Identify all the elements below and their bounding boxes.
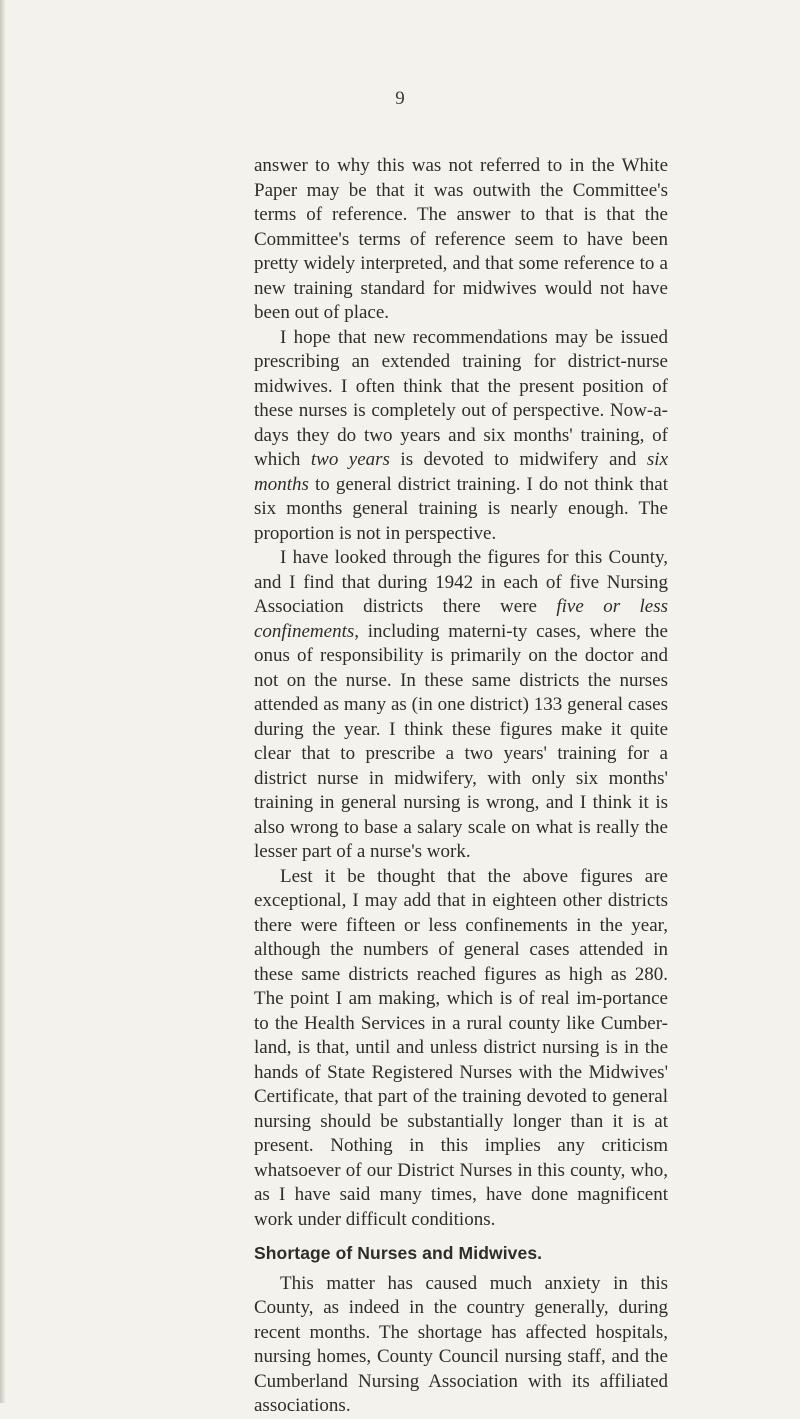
section-heading-shortage: Shortage of Nurses and Midwives. <box>254 1243 543 1263</box>
paragraph-text: I hope that new recommendations may be issued prescribing an extended training for district-nurse midwives. I often think that the present position of these nurses is completely out of perspective. Now-a-days they do two years and six months' training, of which <box>254 326 668 470</box>
emphasis-six-months: six months <box>254 449 668 495</box>
paragraph-text: I have looked through the figures for this County, and I find that during 1942 in each of five Nursing Association districts there were <box>254 547 668 617</box>
emphasis-two-years: two years <box>310 449 390 470</box>
emphasis-confinements: five or less confinements <box>254 596 668 642</box>
paragraph-extended-training <box>254 326 668 547</box>
paragraph-text: is devoted to midwifery and <box>389 449 647 470</box>
paragraph-exceptional-figures: Lest it be thought that the above figures are exceptional, I may add that in eighteen other districts there were fifteen or less confinements in the year, although the numbers of general cases attended in these same districts reached figures as high as 280. The point I am making, which is of real im-portance to the Health Services in a rural county like Cumber-land, is that, until and unless district nursing is in the hands of State Registered Nurses with the Midwives' Certificate, that part of the training devoted to general nursing should be substantially longer than it is at present. Nothing in this implies any criticism whatsoever of our District Nurses in this county, who, as I have said many times, have done magnificent work under difficult conditions. <box>254 865 668 1230</box>
paragraph-county-figures <box>254 546 668 865</box>
scan-edge-shadow <box>0 0 6 1403</box>
page-number: 9 <box>395 88 405 109</box>
paragraph-text: , including materni-ty cases, where the onus of responsibility is primarily on the doctor and not on the nurse. In these same districts the nurses attended as many as (in one district) 133 general cases during the year. I think these figures make it quite clear that to prescribe a two years' training for a district nurse in midwifery, with only six months' training in general nursing is wrong, and I think it is also wrong to base a salary scale on what is really the lesser part of a nurse's work. <box>254 620 668 862</box>
paragraph-continuation: answer to why this was not referred to in the White Paper may be that it was outwith the Committee's terms of reference. The answer to that is that the Committee's terms of reference seem to have been pretty widely interpreted, and that some reference to a new training standard for midwives would not have been out of place. <box>254 155 668 323</box>
paragraph-shortage: This matter has caused much anxiety in this County, as indeed in the country generally, during recent months. The shortage has affected hospitals, nursing homes, County Council nursing staff, and the Cumberland Nursing Association with its affiliated associations. <box>254 1272 668 1416</box>
body-text <box>254 154 668 1419</box>
paragraph-text: to general district training. I do not think that six months general training is nearly enough. The proportion is not in perspective. <box>254 473 668 544</box>
